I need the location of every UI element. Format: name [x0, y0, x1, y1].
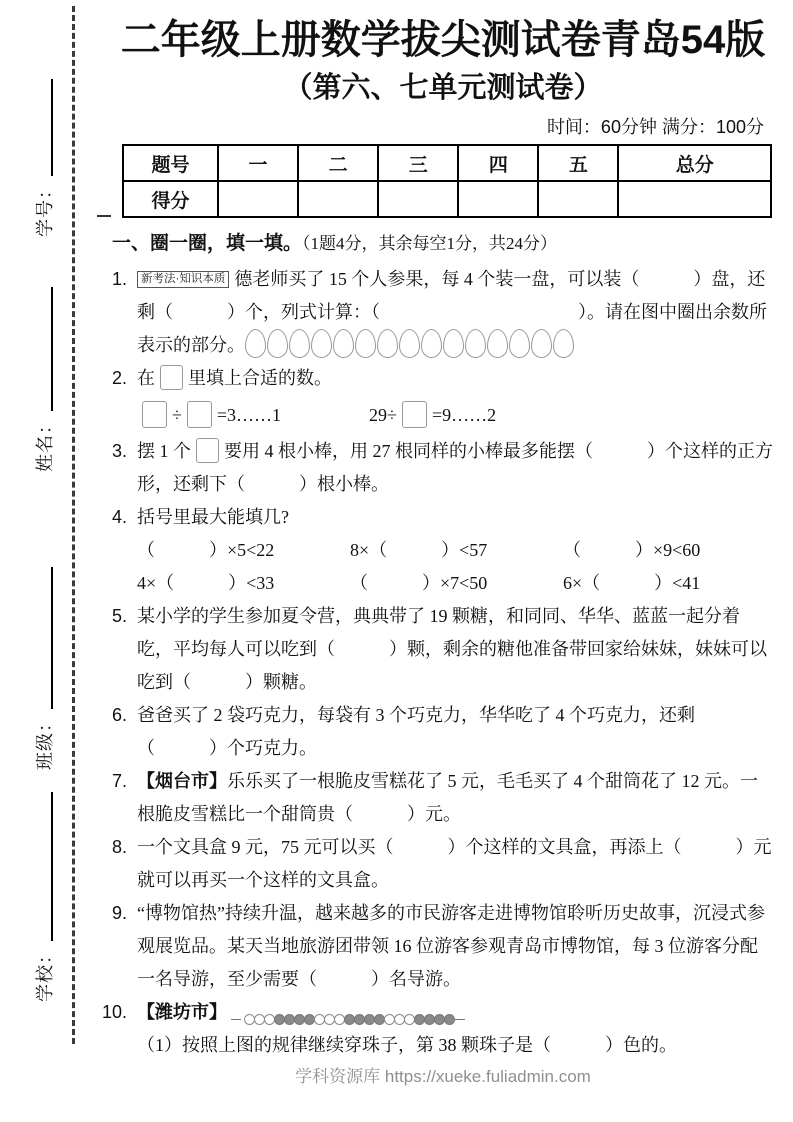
inequality: （ ）×9<60: [563, 540, 701, 560]
fill-box-icon: [160, 365, 183, 390]
ginseng-fruit-oval: [531, 329, 552, 358]
city-tag-weifang: 【潍坊市】: [137, 1002, 227, 1022]
score-col-2: 二: [298, 145, 378, 181]
question-5-text: 某小学的学生参加夏令营，典典带了 19 颗糖，和同同、华华、蓝蓝一起分着吃，平均每人可以吃到（ ）颗，剩余的糖他准备带回家给妹妹，妹妹可以吃到（ ）颗糖。: [137, 606, 767, 692]
score-cell-empty: [378, 181, 458, 217]
question-2-text-post: 里填上合适的数。: [188, 368, 332, 388]
new-method-badge: 新考法·知识本质: [137, 271, 229, 288]
equation-2-dividend: 29÷: [369, 404, 397, 425]
ginseng-fruit-oval: [311, 329, 332, 358]
inequality: （ ）×7<50: [350, 573, 488, 593]
ginseng-fruit-oval: [355, 329, 376, 358]
question-7-number: 7.: [112, 771, 128, 791]
fill-box-icon: [402, 401, 427, 428]
ginseng-fruit-oval: [289, 329, 310, 358]
fill-box-icon: [142, 401, 167, 428]
question-1: [112, 263, 774, 362]
ginseng-fruit-oval: [465, 329, 486, 358]
time-score-info: 时间：60分钟 满分：100分: [546, 117, 764, 137]
bead-pattern: [231, 1014, 465, 1025]
ginseng-fruit-oval: [399, 329, 420, 358]
score-col-total: 总分: [618, 145, 771, 181]
question-5-number: 5.: [112, 606, 128, 626]
question-4-row-1: [137, 534, 774, 567]
question-10-number: 10.: [102, 1002, 128, 1022]
question-7-text: 乐乐买了一根脆皮雪糕花了 5 元，毛毛买了 4 个甜筒花了 12 元。一根脆皮雪糕比一个甜筒贵（ ）元。: [137, 771, 758, 824]
name-blank-line: [51, 287, 53, 411]
score-col-5: 五: [538, 145, 618, 181]
section-one-heading: [112, 230, 774, 258]
equation-2-result: =9……2: [431, 404, 497, 425]
question-10: [102, 996, 774, 1062]
question-1-number: 1.: [112, 269, 128, 289]
class-blank-line: [51, 567, 53, 709]
ginseng-fruit-oval: [333, 329, 354, 358]
bead-string-end: [455, 1019, 465, 1020]
class-label: 班级：: [35, 713, 55, 770]
ginseng-fruit-oval: [487, 329, 508, 358]
question-3-text-post: 要用 4 根小棒，用 27 根同样的小棒最多能摆（ ）个这样的正方形，还剩下（ ）根小棒。: [137, 441, 773, 494]
score-cell-empty: [218, 181, 298, 217]
ginseng-fruit-oval: [443, 329, 464, 358]
ginseng-ovals: [245, 329, 574, 358]
question-2: [112, 362, 774, 435]
score-table-header-row: [123, 145, 771, 181]
seal-field-student-number: [28, 77, 58, 237]
square-shape-icon: [196, 438, 219, 463]
question-10-sub-1: （1）按照上图的规律继续穿珠子，第 38 颗珠子是（ ）色的。: [137, 1035, 677, 1055]
section-one-points-note: （1题4分，其余每空1分，共24分）: [302, 234, 558, 253]
question-8-text: 一个文具盒 9 元，75 元可以买（ ）个这样的文具盒，再添上（ ）元就可以再买一个这样的文具盒。: [137, 837, 772, 890]
school-blank-line: [51, 792, 53, 941]
ginseng-fruit-oval: [377, 329, 398, 358]
score-col-1: 一: [218, 145, 298, 181]
ginseng-fruit-oval: [509, 329, 530, 358]
question-3: [112, 435, 774, 501]
question-3-text-pre: 摆 1 个: [137, 441, 191, 461]
question-2-equations: [137, 395, 774, 435]
question-7: [112, 765, 774, 831]
watermark-text: 学科资源库 https://xueke.fuliadmin.com: [295, 1067, 591, 1086]
question-2-text-pre: 在: [137, 368, 155, 388]
ginseng-fruit-oval: [245, 329, 266, 358]
equation-2: [369, 399, 496, 432]
question-4-row-2: [137, 567, 774, 600]
question-2-number: 2.: [112, 368, 128, 388]
gray-bead: [444, 1014, 455, 1025]
seal-field-name: [28, 285, 58, 472]
page-title: 二年级上册数学拔尖测试卷青岛54版: [120, 18, 766, 62]
question-8-number: 8.: [112, 837, 128, 857]
ginseng-fruit-oval: [421, 329, 442, 358]
page-subtitle: （第六、七单元测试卷）: [283, 72, 603, 104]
school-label: 学校：: [35, 945, 55, 1002]
bead-string: [245, 1014, 455, 1025]
question-6-text: 爸爸买了 2 袋巧克力，每袋有 3 个巧克力，华华吃了 4 个巧克力，还剩（ ）个巧克力。: [137, 705, 695, 758]
question-6-number: 6.: [112, 705, 128, 725]
score-cell-empty: [298, 181, 378, 217]
question-9-text: “博物馆热”持续升温，越来越多的市民游客走进博物馆聆听历史故事，沉浸式参观展览品。某天当地旅游团带领 16 位游客参观青岛市博物馆，每 3 位游客分配一名导游，至少需要（ ）名导游。: [137, 903, 765, 989]
inequality: 8×（ ）<57: [350, 540, 488, 560]
question-6: [112, 699, 774, 765]
name-label: 姓名：: [35, 415, 55, 472]
question-4-number: 4.: [112, 507, 128, 527]
inequality: 6×（ ）<41: [563, 573, 701, 593]
fold-tick-mark: [97, 215, 111, 217]
score-cell-empty: [458, 181, 538, 217]
question-1-text: 德老师买了 15 个人参果，每 4 个装一盘，可以装（ ）盘，还剩（ ）个，列式计算：（ ）。请在图中圈出余数所表示的部分。: [137, 269, 767, 355]
divide-operator: ÷: [172, 404, 182, 425]
score-cell-empty: [618, 181, 771, 217]
score-table-score-row: [123, 181, 771, 217]
seal-dashed-line: [72, 6, 75, 1044]
question-3-number: 3.: [112, 441, 128, 461]
student-number-blank-line: [51, 79, 53, 176]
question-8: [112, 831, 774, 897]
city-tag-yantai: 【烟台市】: [137, 771, 227, 791]
score-row-label: 得分: [123, 181, 218, 217]
score-col-4: 四: [458, 145, 538, 181]
question-9-number: 9.: [112, 903, 128, 923]
student-number-label: 学号：: [35, 180, 55, 237]
ginseng-fruit-oval: [267, 329, 288, 358]
score-table: [122, 144, 772, 218]
inequality: （ ）×5<22: [137, 540, 275, 560]
question-9: [112, 897, 774, 996]
section-one-title: 一、圈一圈，填一填。: [112, 233, 303, 254]
seal-field-school: [28, 790, 58, 1002]
seal-field-class: [28, 565, 58, 770]
question-5: [112, 600, 774, 699]
ginseng-fruit-oval: [553, 329, 574, 358]
question-4-text: 括号里最大能填几?: [137, 507, 289, 527]
score-cell-empty: [538, 181, 618, 217]
equation-1: [137, 399, 281, 432]
inequality: 4×（ ）<33: [137, 573, 275, 593]
equation-1-result: =3……1: [216, 404, 282, 425]
score-table-header-label: 题号: [123, 145, 218, 181]
fill-box-icon: [187, 401, 212, 428]
test-paper: [102, 14, 774, 1088]
score-col-3: 三: [378, 145, 458, 181]
bead-string-end: [231, 1019, 241, 1020]
question-4: [112, 501, 774, 600]
question-list: [102, 263, 774, 1062]
